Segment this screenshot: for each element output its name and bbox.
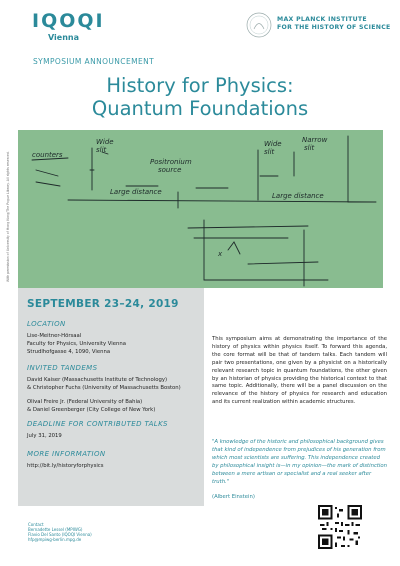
deadline-date: July 31, 2019 <box>27 433 62 439</box>
location-address <box>27 332 126 356</box>
svg-text:Wide: Wide <box>264 140 282 148</box>
kicker: SYMPOSIUM ANNOUNCEMENT <box>33 57 155 66</box>
description-text: This symposium aims at demonstrating the importance of the history of physics within physics itself. To forward this agenda, the core format will be that of tandem talks. Each tandem will pair two presentations, one given by a physicist on a historically relevant research topic in quantum foundations, the other given by an historian of physics providing the historical context to that same topic. Additionally, there will be a panel discussion on the relevance of the history of physics for research and education and its current realization within academic structures. <box>212 336 387 406</box>
tandem-speaker: & Daniel Greenberger (City College of New York) <box>27 407 156 413</box>
location-line: Lise-Meitner-Hörsaal <box>27 333 82 339</box>
svg-text:Large distance: Large distance <box>272 192 324 200</box>
deadline-heading: DEADLINE FOR CONTRIBUTED TALKS <box>27 420 168 428</box>
einstein-quote: "A knowledge of the historic and philosophical background gives that kind of independence from prejudices of his generation from which most scientists are suffering. This independence created by philosophical insight is—in my opinion—the mark of distinction between a mere artisan or specialist and a real seeker after truth." <box>212 439 388 485</box>
iqoqi-logo-text: IQOQI <box>32 10 105 32</box>
svg-text:counters: counters <box>32 151 63 159</box>
qr-code-icon[interactable] <box>318 505 362 549</box>
mpi-line1: MAX PLANCK INSTITUTE <box>277 16 367 23</box>
tandem-speaker: Olival Freire Jr. (Federal University of Bahia) <box>27 399 143 405</box>
location-line: Strudlhofgasse 4, 1090, Vienna <box>27 349 111 355</box>
mpi-logo-text <box>277 16 391 32</box>
contact-block <box>28 522 92 542</box>
chalkboard-sketch-image <box>18 130 383 288</box>
contact-line: Bernadette Lessel (MPIWG) <box>28 527 83 532</box>
mpi-seal-icon <box>246 12 272 38</box>
tandem-pair-1 <box>27 376 181 392</box>
svg-text:Positronium: Positronium <box>150 158 192 166</box>
svg-text:Wide: Wide <box>96 138 114 146</box>
image-credit: With permission of University of Hong Kong/The Pogue Library. All rights reserved. <box>6 151 10 282</box>
svg-text:x: x <box>218 250 223 258</box>
more-info-heading: MORE INFORMATION <box>27 450 106 458</box>
iqoqi-logo-city: Vienna <box>48 33 80 42</box>
location-line: Faculty for Physics, University Vienna <box>27 341 126 347</box>
tandem-speaker: David Kaiser (Massachusetts Institute of Technology) <box>27 377 168 383</box>
svg-text:slit: slit <box>304 144 315 152</box>
tandem-pair-2 <box>27 398 155 414</box>
title-line2: Quantum Foundations <box>91 97 309 120</box>
svg-text:Large distance: Large distance <box>110 188 162 196</box>
quote-author: (Albert Einstein) <box>212 494 255 500</box>
more-info-link[interactable]: http://bit.ly/historyforphysics <box>27 463 104 469</box>
svg-text:slit: slit <box>96 146 107 154</box>
title-line1: History for Physics: <box>106 74 294 97</box>
tandem-speaker: & Christopher Fuchs (University of Massachusetts Boston) <box>27 385 181 391</box>
iqoqi-logo <box>32 10 105 50</box>
contact-line: Flavio Del Santo (IQOQI Vienna) <box>28 532 92 537</box>
svg-text:source: source <box>158 166 182 174</box>
tandems-heading: INVITED TANDEMS <box>27 364 98 372</box>
mpi-line2: FOR THE HISTORY OF SCIENCE <box>277 24 391 31</box>
location-heading: LOCATION <box>27 320 66 328</box>
svg-text:Narrow: Narrow <box>302 136 328 144</box>
contact-heading: Contact <box>28 522 44 527</box>
page-title <box>0 74 400 120</box>
contact-email[interactable]: hfp@mpiwg-berlin.mpg.de <box>28 537 82 542</box>
event-dates: SEPTEMBER 23–24, 2019 <box>27 298 179 310</box>
svg-text:slit: slit <box>264 148 275 156</box>
